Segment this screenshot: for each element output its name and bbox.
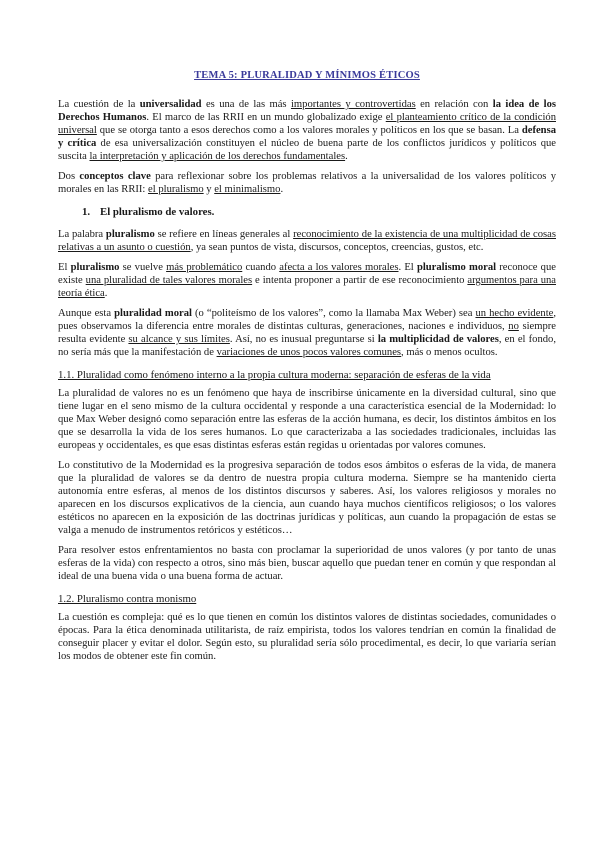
text-run: más problemático (166, 262, 243, 273)
text-run: Aunque esta (58, 308, 115, 319)
text-run: el minimalismo (214, 184, 281, 195)
text-run: , más o menos ocultos. (401, 347, 498, 358)
text-run: el pluralismo (148, 184, 204, 195)
text-run: (o “politeísmo de los valores”, como la llamaba Max Weber) sea (191, 308, 476, 319)
text-run: variaciones de unos pocos valores comunes (216, 347, 402, 358)
paragraph-monismo: La cuestión es compleja: qué es lo que tienen en común los distintos valores de distintas sociedades, comunidades o épocas. Para la ética denominada utilitarista, de raíz empirista, todos los valores tendrían en común la finalidad de conseguir placer y evitar el dolor. Según esto, su pluralidad sería sólo procedimental, es decir, lo que variaría serían los modos de obtener este fin común. (58, 612, 556, 662)
text-run: Dos (58, 171, 80, 182)
text-run: . El (398, 262, 417, 273)
text-run: de esa universalización constituyen el núcleo de buena parte de los conflictos jurídicos y políticos que suscita (58, 138, 556, 162)
paragraph-modernidad: Lo constitutivo de la Modernidad es la progresiva separación de todos esos ámbitos o esferas de la vida, de manera que la pluralidad de valores se da dentro de nuestra propia cultura moderna. Siempre se ha mantenido cierta autonomía entre esferas, al menos de los distintos discursos y saberes. Así, los valores religiosos y morales no aparecen en los discursos explicativos de la ciencia, aun cuando haya muchos científicos religiosos; o los valores estéticos no aparecen en la exposición de las doctrinas jurídicas y políticas, aun cuando la propagación de estas se valga a menudo de instrumentos retóricos y estéticos… (58, 460, 556, 536)
paragraph-conceptos-clave (58, 170, 556, 196)
text-run: . El marco de las RRII en un mundo globalizado exige (146, 112, 386, 123)
text-run: e intenta proponer a partir de ese reconocimiento (252, 275, 468, 286)
document-title: TEMA 5: PLURALIDAD Y MÍNIMOS ÉTICOS (194, 70, 420, 81)
text-run: siempre resulta evidente (58, 321, 557, 345)
text-run: en relación con (415, 99, 493, 110)
paragraph-universalidad (58, 98, 556, 163)
section-number: 1. (82, 206, 91, 218)
text-run: , ya sean puntos de vista, discursos, conceptos, creencias, gustos, etc. (190, 242, 484, 253)
subsection-heading-1-1: 1.1. Pluralidad como fenómeno interno a la propia cultura moderna: separación de esferas de la vida (58, 369, 491, 381)
text-run: no (508, 321, 519, 332)
text-run: para reflexionar sobre los problemas relativos a la universalidad de los valores políticos y morales en las RRII: (58, 171, 556, 195)
text-run: que se otorga tanto a esos derechos como a los valores morales y políticos en los que se basan. La (96, 125, 522, 136)
text-run: cuando (242, 262, 280, 273)
text-run: su alcance y sus límites (128, 334, 230, 345)
text-run: . Así, no es inusual preguntarse si (229, 334, 378, 345)
text-run: argumentos para una teoría ética (58, 275, 557, 299)
text-run: reconoce que existe (58, 262, 556, 286)
text-run: El (58, 262, 71, 273)
text-run: reconocimiento de la existencia de una multiplicidad de cosas relativas a un asunto o cuestión (58, 229, 556, 253)
text-run: universalidad (139, 99, 202, 110)
subsection-heading-1-2: 1.2. Pluralismo contra monismo (58, 593, 197, 605)
text-run: es una de las más (201, 99, 291, 110)
text-run: importantes y controvertidas (290, 99, 416, 110)
paragraph-pluralidad-cultura: La pluralidad de valores no es un fenómeno que haya de inscribirse únicamente en la diversidad cultural, sino que tiene lugar en el seno mismo de la cultura occidental y responde a una característica esencial de la Modernidad: lo que Max Weber designó como separación entre las esferas de la acción humana, es decir, los distintos ámbitos en los que se desarrolla la vida de los seres humanos. Lo que caracterizaba a las sociedades tradicionales, incluidas las europeas y occidentales, es que esas distintas esferas están regidas u orientadas por valores comunes. (58, 388, 556, 451)
text-run: pluralismo (70, 262, 120, 273)
text-run: pluralidad moral (114, 308, 192, 319)
text-run: . (280, 184, 284, 195)
text-run: afecta a los valores morales (279, 262, 399, 273)
text-run: la multiplicidad de valores (377, 334, 499, 345)
paragraph-pluralismo-moral (58, 261, 556, 300)
text-run: un hecho evidente (475, 308, 554, 319)
text-run: y (203, 184, 215, 195)
paragraph-enfrentamientos: Para resolver estos enfrentamientos no basta con proclamar la superioridad de unos valores (y por tanto de unas esferas de la vida) con respecto a otros, sino más bien, buscar aquello que puedan tener en común y que respondan al ideal de una buena vida o una buena forma de actuar. (58, 545, 556, 582)
text-run: pluralismo (105, 229, 155, 240)
text-run: , en el fondo, no sería más que la manifestación de (58, 334, 556, 358)
paragraph-pluralismo-definicion (58, 228, 556, 254)
text-run: la idea de los Derechos Humanos (58, 99, 556, 123)
text-run: la interpretación y aplicación de los derechos fundamentales (89, 151, 346, 162)
text-run: conceptos clave (79, 171, 151, 182)
text-run: pluralismo moral (416, 262, 497, 273)
text-run: La cuestión de la (58, 99, 140, 110)
text-run: . (345, 151, 348, 162)
section-title: El pluralismo de valores. (100, 206, 215, 218)
text-run: defensa y crítica (58, 125, 556, 149)
text-run: . (104, 288, 108, 299)
section-heading-pluralismo (82, 206, 556, 218)
text-run: se refiere en líneas generales al (154, 229, 294, 240)
text-run: La palabra (58, 229, 106, 240)
text-run: se vuelve (119, 262, 167, 273)
text-run: el planteamiento crítico de la condición universal (58, 112, 556, 136)
text-run: , pues observamos la diferencia entre morales de distintas culturas, generaciones, naciones e individuos, (58, 308, 556, 332)
paragraph-pluralidad-moral (58, 307, 556, 359)
text-run: una pluralidad de tales valores morales (85, 275, 253, 286)
